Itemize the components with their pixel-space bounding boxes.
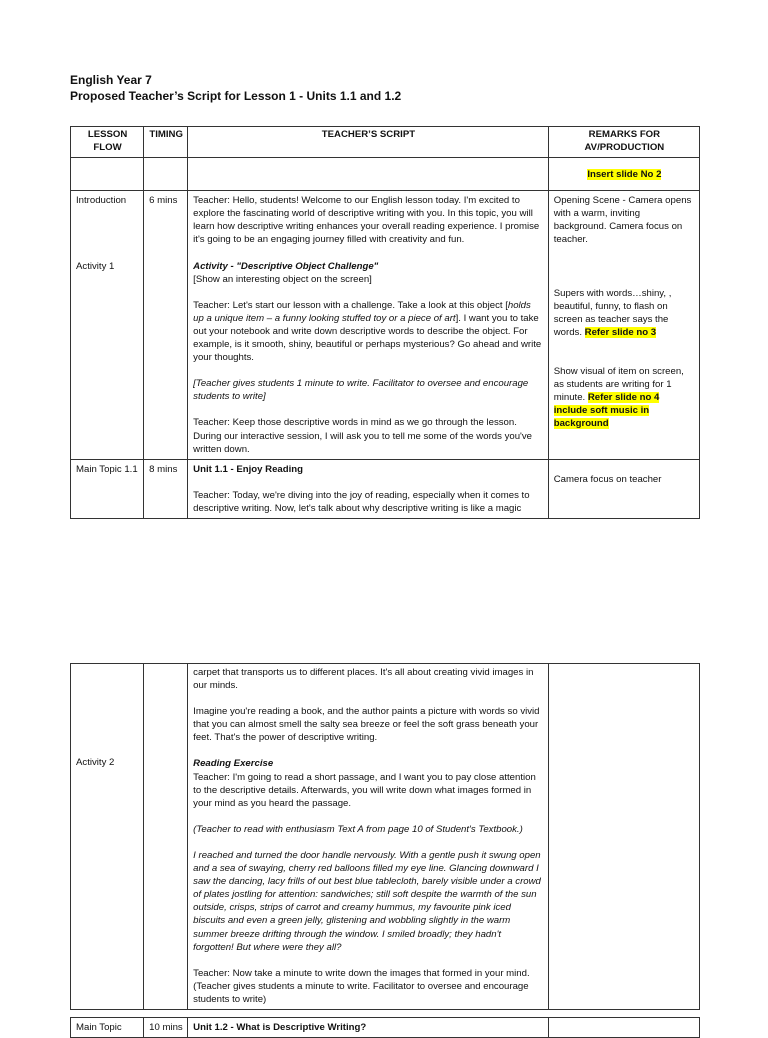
header-timing: TIMING: [144, 127, 188, 158]
script-paragraph: Teacher: Let's start our lesson with a challenge. Take a look at this object [holds up a unique item – a funny looking stuffed toy or a piece of art]. I want you to take out your notebook and write down descriptive words to describe the object. For example, is it smooth, shiny, beautiful or perhaps mysterious? Go ahead and write your thoughts.: [193, 299, 542, 364]
timing-cell: 6 mins: [144, 191, 188, 460]
unit-title: Unit 1.1 - Enjoy Reading: [193, 463, 303, 475]
script-paragraph: Teacher: Today, we're diving into the joy of reading, especially when it comes to descriptive writing. Now, let's talk about why descriptive writing is like a magic: [193, 489, 530, 514]
script-paragraph: Teacher: I'm going to read a short passage, and I want you to pay close attention to the descriptive details. Afterwards, you will write down what images formed in your mind as you heard the passage.: [193, 771, 536, 809]
highlight-refer-slide-4: Refer slide no 4 include soft music in background: [553, 392, 660, 430]
activity-title: Activity - "Descriptive Object Challenge": [193, 260, 379, 272]
teacher-note: (Teacher to read with enthusiasm Text A from page 10 of Student's Textbook.): [193, 823, 523, 835]
exercise-title: Reading Exercise: [193, 758, 274, 770]
script-paragraph: carpet that transports us to different places. It's all about creating vivid images in our minds.: [193, 667, 534, 692]
timing-cell: 8 mins: [144, 459, 188, 518]
document-title: Proposed Teacher’s Script for Lesson 1 - Units 1.1 and 1.2: [70, 89, 402, 103]
remark-opening: Opening Scene - Camera opens with a warm, inviting background. Camera focus on teacher.: [553, 195, 692, 246]
lesson-table-page1: [70, 126, 700, 519]
highlight-insert-slide: Insert slide No 2: [587, 169, 662, 181]
script-paragraph: Imagine you're reading a book, and the author paints a picture with words so vivid that you can almost smell the salty sea breeze or feel the soft grass beneath your feet. That's the power of descriptive writing.: [193, 706, 540, 744]
header-lesson-flow: LESSON FLOW: [71, 127, 144, 158]
table-row-insert-slide: [71, 158, 700, 191]
table-header-row: [71, 127, 700, 158]
remark-cell: [548, 191, 699, 460]
lesson-flow-introduction: Introduction: [76, 195, 127, 207]
lesson-flow-cell: [71, 191, 144, 460]
header-teachers-script: TEACHER’S SCRIPT: [188, 127, 549, 158]
remark-visual: Show visual of item on screen, as students are writing for 1 minute. Refer slide no 4 include soft music in background: [553, 365, 684, 430]
lesson-table-page2-next: [70, 1017, 700, 1038]
reading-passage: I reached and turned the door handle nervously. With a gentle push it swung open and a sea of swaying, cherry red balloons filled my eye line. Glancing downward I saw the dancing, lacy frills of out best blue tablecloth, barely visible under a crowd of plates jostling for attention: sandwiches; still soft despite the warmth of the sun outside, crisps, strips of carrot and creamy hummus, my favourite pink iced biscuits and even a green jelly, glistening and wobbling slightly in the warm summer breeze drifting through the window. I smiled broadly; they hadn't forgotten! But where were they all?: [193, 849, 541, 953]
script-paragraph: Teacher: Hello, students! Welcome to our English lesson today. I'm excited to explore the fascinating world of descriptive writing with you. In this topic, you will learn how descriptive writing enhances your overall reading experience. I promise it's going to be an engaging journey filled with creativity and fun.: [193, 195, 540, 246]
remark-cell: [548, 664, 699, 1010]
lesson-flow-cell: [71, 664, 144, 1010]
remark-cell: Camera focus on teacher: [548, 459, 699, 518]
script-paragraph: Teacher: Keep those descriptive words in mind as we go through the lesson. During our interactive session, I will ask you to tell me some of the words you've written down.: [193, 417, 532, 455]
unit-title: Unit 1.2 - What is Descriptive Writing?: [188, 1018, 549, 1038]
empty-cell: [71, 158, 144, 191]
document-subject: English Year 7: [70, 73, 152, 87]
facilitator-note: [Teacher gives students 1 minute to write. Facilitator to oversee and encourage students to write]: [193, 378, 529, 403]
script-cell: [188, 191, 549, 460]
empty-cell: [144, 158, 188, 191]
header-remarks: REMARKS FOR AV/PRODUCTION: [548, 127, 699, 158]
activity-instruction: [Show an interesting object on the screen]: [193, 273, 372, 285]
highlight-refer-slide-3: Refer slide no 3: [584, 326, 657, 338]
script-cell: [188, 459, 549, 518]
script-cell: [188, 664, 549, 1010]
lesson-table-page2: [70, 663, 700, 1010]
table-row-introduction: [71, 191, 700, 460]
table-row-main-topic-1-1: [71, 459, 700, 518]
lesson-flow-cell: Main Topic 1.1: [71, 459, 144, 518]
script-paragraph: Teacher: Now take a minute to write down the images that formed in your mind. (Teacher gives students a minute to write. Facilitator to oversee and encourage students to write): [193, 967, 530, 1005]
empty-cell: [188, 158, 549, 191]
timing-cell: 10 mins: [144, 1018, 188, 1038]
table-row-main-topic-1-2: [71, 1018, 700, 1038]
lesson-flow-cell: Main Topic: [71, 1018, 144, 1038]
table-row-activity-2: [71, 664, 700, 1010]
timing-cell: [144, 664, 188, 1010]
remark-cell: [548, 1018, 699, 1038]
lesson-flow-activity-1: Activity 1: [76, 261, 115, 273]
document-header: [70, 72, 401, 104]
remark-cell: [548, 158, 699, 191]
remark-supers: Supers with words…shiny, , beautiful, funny, to flash on screen as teacher says the words. Refer slide no 3: [553, 287, 672, 338]
lesson-flow-activity-2: Activity 2: [76, 757, 115, 768]
